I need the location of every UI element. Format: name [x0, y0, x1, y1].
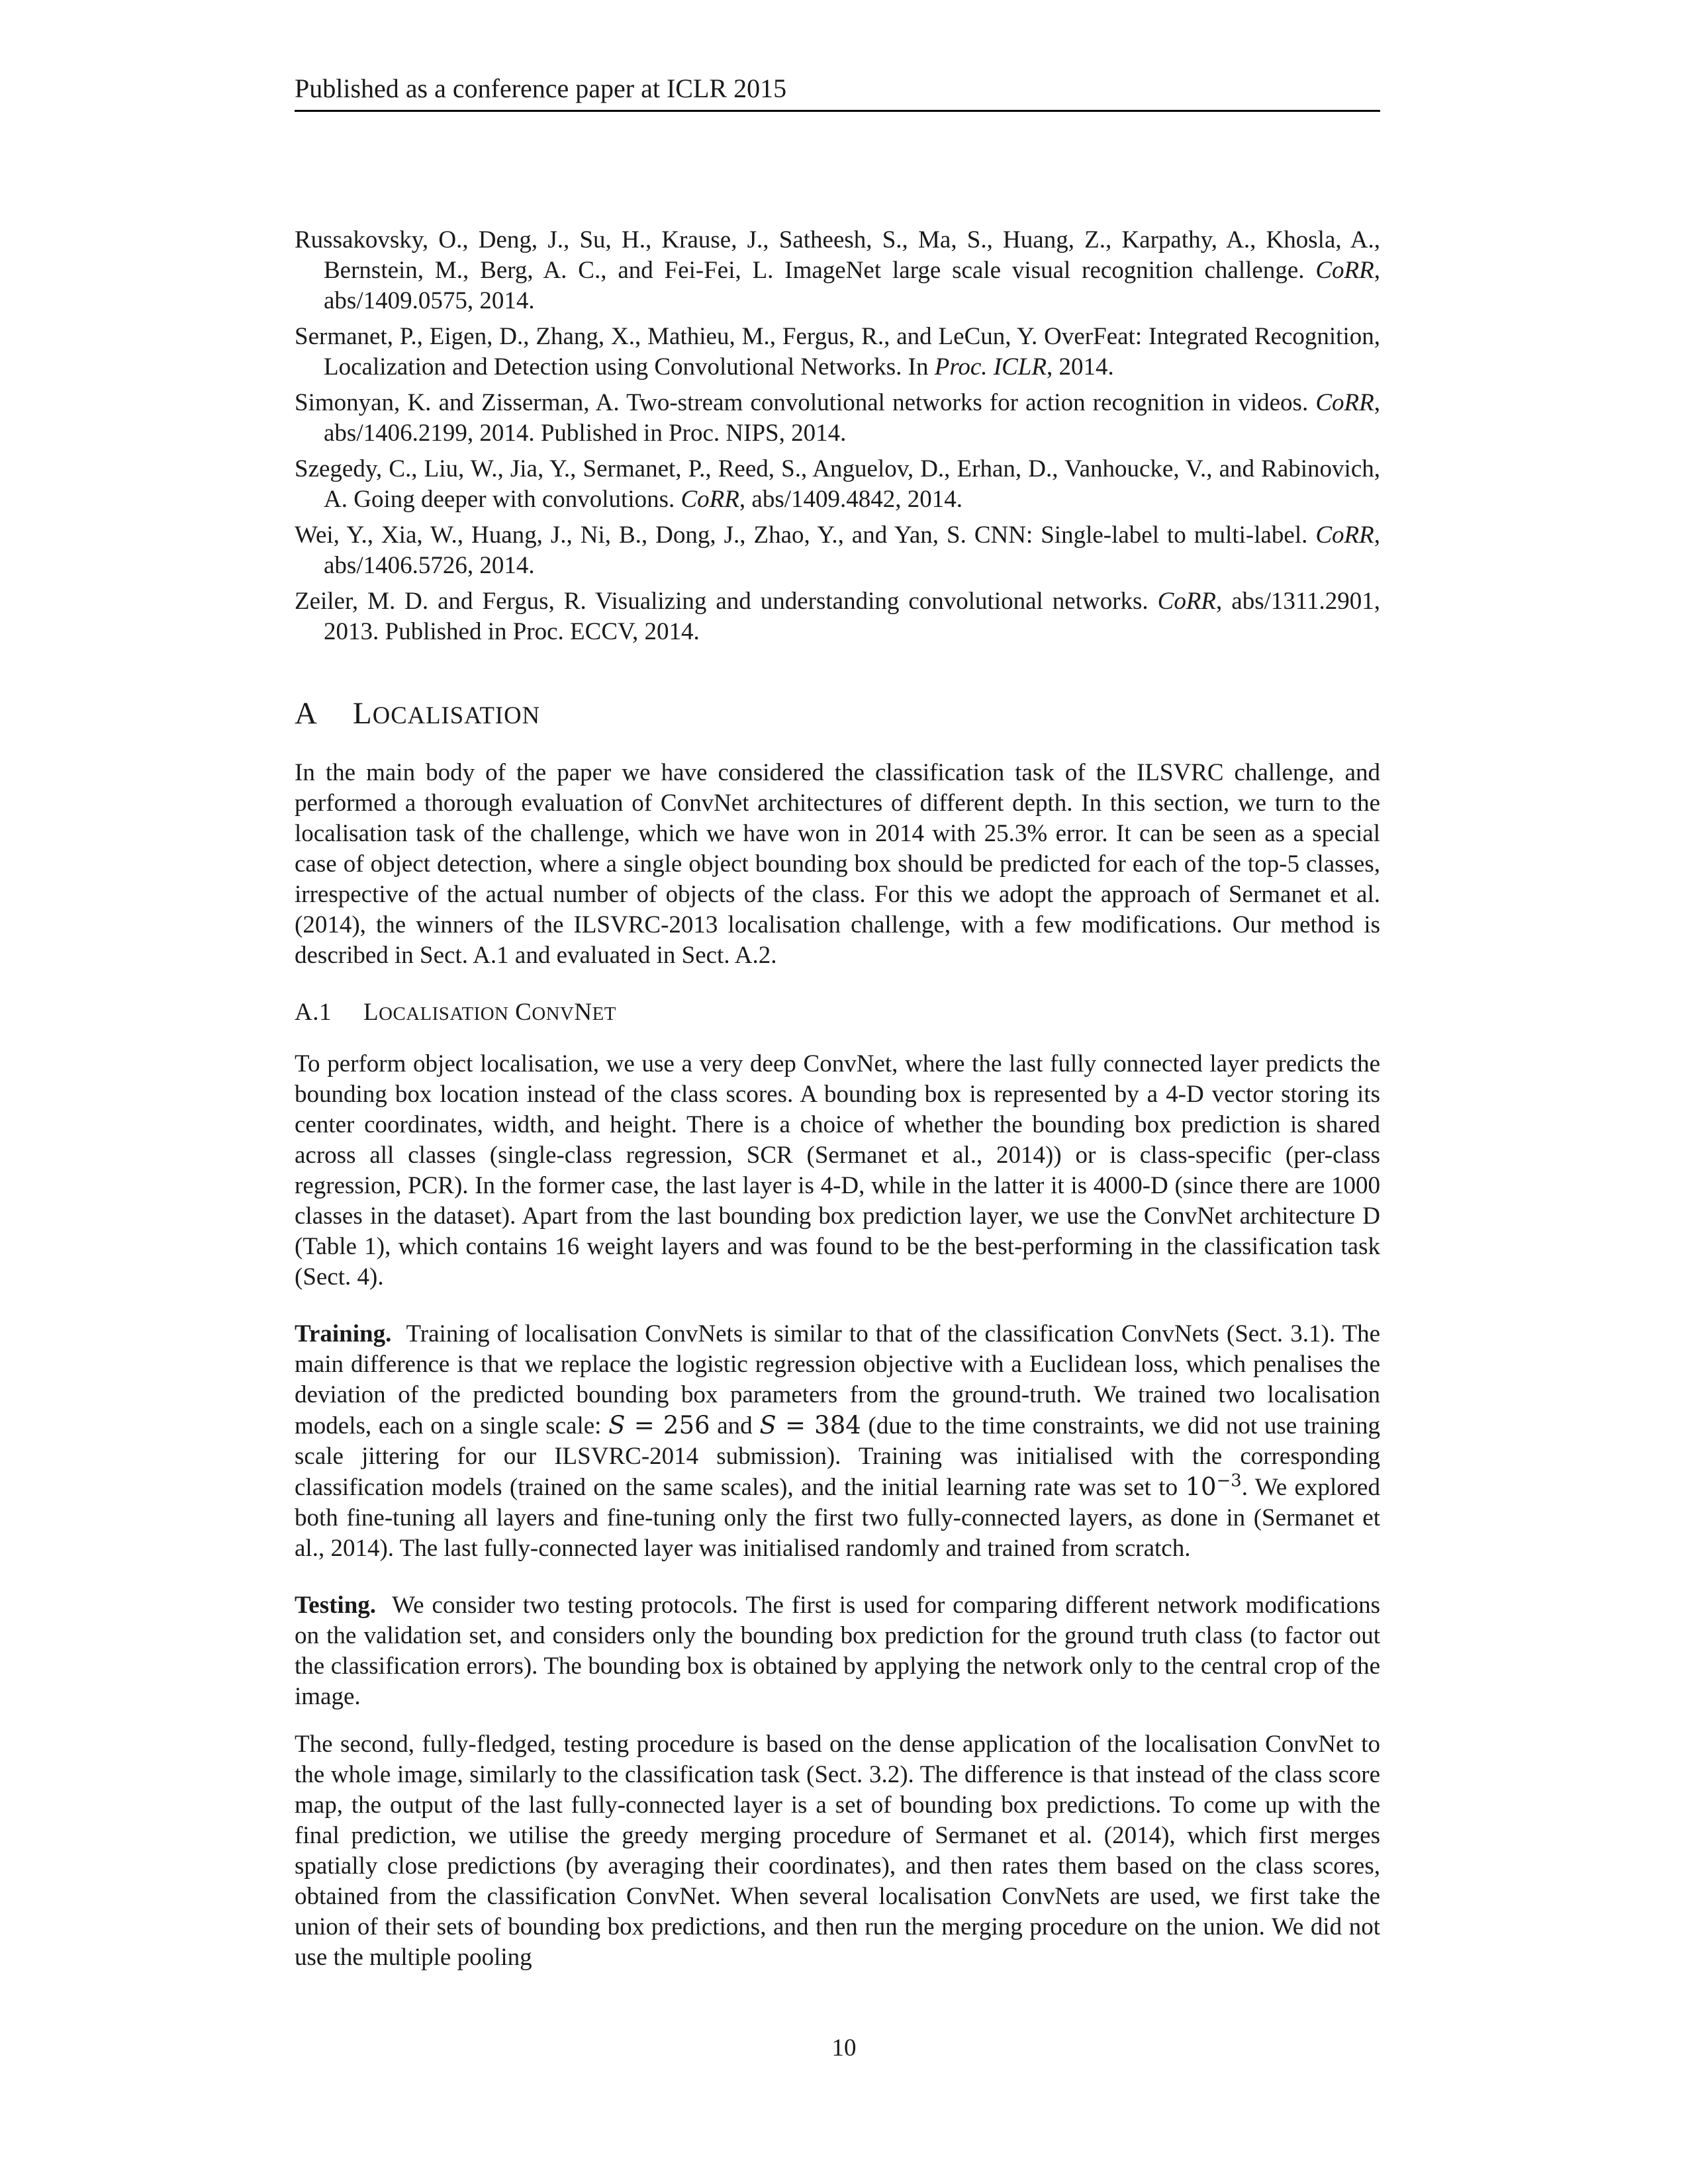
testing-procedure-paragraph: The second, fully-fledged, testing procedure is based on the dense application of the localisation ConvNet to the whole image, similarly to the classification task (Sect. 3.2). The difference is that instead of the class score map, the output of the last fully-connected layer is a set of bounding box predictions. To come up with the final prediction, we utilise the greedy merging procedure of Sermanet et al. (2014), which first merges spatially close predictions (by averaging their coordinates), and then rates them based on the class scores, obtained from the classification ConvNet. When several localisation ConvNets are used, we first take the union of their sets of bounding box predictions, and then run the merging procedure on the union. We did not use the multiple pooling	[295, 1731, 1380, 1971]
testing-paragraph: Testing. We consider two testing protocols. The first is used for comparing different network modifications on the validation set, and considers only the bounding box prediction for the ground truth class (to factor out the classification errors). The bounding box is obtained by applying the network only to the central crop of the image.	[295, 1592, 1381, 1710]
reference-entry: Simonyan, K. and Zisserman, A. Two-stream convolutional networks for action recognition in videos. CoRR, abs/1406.2199, 2014. Published in Proc. NIPS, 2014.	[295, 389, 1380, 447]
reference-entry: Sermanet, P., Eigen, D., Zhang, X., Mathieu, M., Fergus, R., and LeCun, Y. OverFeat: Integrated Recognition, Localization and Detection using Convolutional Networks. In Proc. ICLR, 2014.	[295, 323, 1380, 381]
running-header: Published as a conference paper at ICLR 2015	[295, 71, 1380, 112]
section-heading-localisation: A LOCALISATION	[295, 696, 541, 731]
reference-entry: Russakovsky, O., Deng, J., Su, H., Krause, J., Satheesh, S., Ma, S., Huang, Z., Karpathy, A., Khosla, A., Bernstein, M., Berg, A. C., and Fei-Fei, L. ImageNet large scale visual recognition challenge. CoRR, abs/1409.0575, 2014.	[295, 226, 1380, 314]
training-paragraph: Training. Training of localisation ConvNets is similar to that of the classification ConvNets (Sect. 3.1). The main difference is that we replace the logistic regression objective with a Euclidean loss, which penalises the deviation of the predicted bounding box parameters from the ground-truth. We trained two localisation models, each on a single scale: S = 256 and S = 384 (due to the time constraints, we did not use training scale jittering for our ILSVRC-2014 submission). Training was initialised with the corresponding classification models (trained on the same scales), and the initial learning rate was set to $10^{-3}$. We explored both fine-tuning all layers and fine-tuning only the first two fully-connected layers, as done in (Sermanet et al., 2014). The last fully-connected layer was initialised randomly and trained from scratch.	[295, 1320, 1381, 1562]
page-content	[295, 225, 1380, 1999]
subsection-heading-localisation-convnet: A.1 LOCALISATION CONVNET	[295, 997, 1380, 1029]
training-label: Training.	[295, 1320, 392, 1347]
reference-entry: Zeiler, M. D. and Fergus, R. Visualizing and understanding convolutional networks. CoRR, abs/1311.2901, 2013. Published in Proc. ECCV, 2014.	[295, 588, 1380, 645]
subsection-number: A.1	[295, 999, 332, 1026]
reference-entry: Wei, Y., Xia, W., Huang, J., Ni, B., Dong, J., Zhao, Y., and Yan, S. CNN: Single-label to multi-label. CoRR, abs/1406.5726, 2014.	[295, 522, 1380, 579]
testing-label: Testing.	[295, 1592, 377, 1619]
reference-entry: Szegedy, C., Liu, W., Jia, Y., Sermanet, P., Reed, S., Anguelov, D., Erhan, D., Vanhoucke, V., and Rabinovich, A. Going deeper with convolutions. CoRR, abs/1409.4842, 2014.	[295, 455, 1380, 513]
localisation-convnet-paragraph: To perform object localisation, we use a very deep ConvNet, where the last fully connected layer predicts the bounding box location instead of the class scores. A bounding box is represented by a 4-D vector storing its center coordinates, width, and height. There is a choice of whether the bounding box prediction is shared across all classes (single-class regression, SCR (Sermanet et al., 2014)) or is class-specific (per-class regression, PCR). In the former case, the last layer is 4-D, while in the latter it is 4000-D (since there are 1000 classes in the dataset). Apart from the last bounding box prediction layer, we use the ConvNet architecture D (Table 1), which contains 16 weight layers and was found to be the best-performing in the classification task (Sect. 4).	[295, 1050, 1380, 1291]
section-number: A	[295, 696, 318, 731]
section-intro-paragraph: In the main body of the paper we have considered the classification task of the ILSVRC challenge, and performed a thorough evaluation of ConvNet architectures of different depth. In this section, we turn to the localisation task of the challenge, which we have won in 2014 with 25.3% error. It can be seen as a special case of object detection, where a single object bounding box should be predicted for each of the top-5 classes, irrespective of the actual number of objects of the class. For this we adopt the approach of Sermanet et al. (2014), the winners of the ILSVRC-2013 localisation challenge, with a few modifications. Our method is described in Sect. A.1 and evaluated in Sect. A.2.	[295, 759, 1380, 969]
page-number: 10	[831, 2034, 857, 2062]
reference-list	[295, 225, 1380, 647]
